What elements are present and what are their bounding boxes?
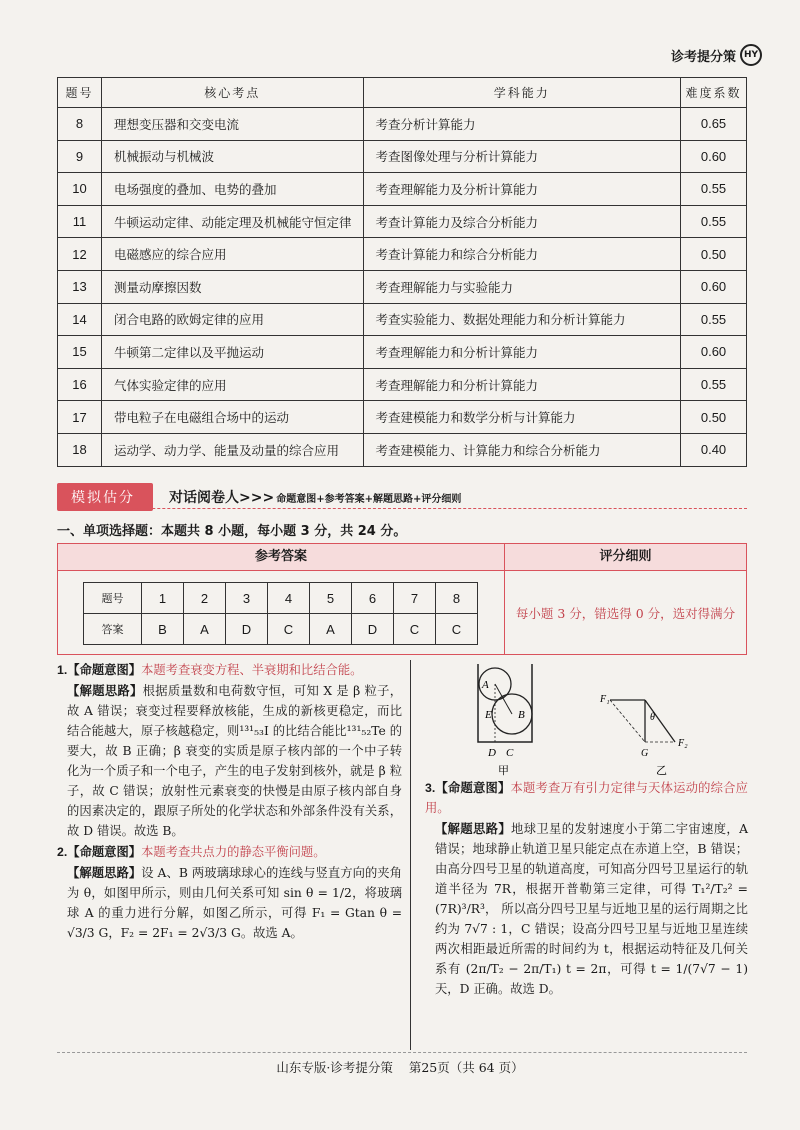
q2-block — [57, 842, 402, 862]
row-subject-ability: 考查建模能力、计算能力和综合分析能力 — [363, 433, 681, 466]
label-jia: 甲 — [498, 764, 509, 777]
row-subject-ability: 考查实验能力、数据处理能力和分析计算能力 — [363, 303, 681, 336]
row-subject-ability: 考查建模能力和数学分析与计算能力 — [363, 401, 681, 434]
q3-solution — [425, 819, 748, 999]
q3-idea-tag: 【解题思路】 — [435, 822, 512, 837]
answer-number-label: 题号 — [84, 583, 142, 614]
q2-number: 2. — [57, 845, 68, 860]
row-difficulty: 0.55 — [681, 205, 747, 238]
q2-idea-1: 设 A、B 两玻璃球球心的连线与竖直方向的夹角为 θ，如图甲所示，则由几何关系可知 sin θ = 1/2，将玻璃球 A 的重力进行分解，如图乙所示，可得 F₁ = Gtan θ = — [67, 866, 402, 921]
row-question-number: 13 — [58, 270, 102, 303]
q3-block — [425, 778, 748, 818]
answer-key-title: 参考答案 — [58, 544, 504, 571]
row-question-number: 8 — [58, 108, 102, 141]
label-yi: 乙 — [656, 764, 667, 777]
table-row — [58, 303, 747, 336]
answer-number-cell: 6 — [352, 583, 394, 614]
row-difficulty: 0.60 — [681, 270, 747, 303]
answer-number-cell: 4 — [268, 583, 310, 614]
row-subject-ability: 考查计算能力及综合分析能力 — [363, 205, 681, 238]
scoring-rule-panel — [505, 544, 746, 654]
q2-intent: 本题考查共点力的静态平衡问题。 — [141, 845, 326, 860]
row-difficulty: 0.40 — [681, 433, 747, 466]
q1-intent: 本题考查衰变方程、半衰期和比结合能。 — [141, 663, 363, 677]
table-row — [58, 238, 747, 271]
banner-subtitle: 命题意图+参考答案+解题思路+评分细则 — [276, 493, 462, 505]
table-row — [58, 401, 747, 434]
table-header-row — [58, 78, 747, 108]
answer-box — [57, 543, 747, 655]
footer-divider — [57, 1052, 747, 1053]
answer-key-panel — [58, 544, 505, 654]
row-core-topic: 气体实验定律的应用 — [101, 368, 363, 401]
row-core-topic: 牛顿第二定律以及平抛运动 — [101, 336, 363, 369]
row-difficulty: 0.65 — [681, 108, 747, 141]
table-row — [58, 140, 747, 173]
table-row — [58, 270, 747, 303]
row-core-topic: 理想变压器和交变电流 — [101, 108, 363, 141]
row-question-number: 15 — [58, 336, 102, 369]
right-column — [425, 778, 748, 1000]
label-e: E — [485, 709, 492, 721]
table-row — [58, 368, 747, 401]
table-row — [58, 205, 747, 238]
q1-solution — [57, 681, 402, 841]
answer-letter-label: 答案 — [84, 614, 142, 645]
figures — [460, 662, 750, 777]
row-core-topic: 闭合电路的欧姆定律的应用 — [101, 303, 363, 336]
difficulty-table — [57, 77, 747, 467]
section-heading: 一、单项选择题：本题共 8 小题，每小题 3 分，共 24 分。 — [57, 524, 407, 539]
row-subject-ability: 考查理解能力与实验能力 — [363, 270, 681, 303]
q3-idea-1: 地球卫星的发射速度小于第二宇宙速度，A 错误；地球静止轨道卫星只能定点在赤道上空，B 错误；由高分四号卫星的轨道高度，可知高分四号卫星运行的轨道半径为 7R，根据开普勒第三定律，可得 T₁²/T₂² = (7R)³/R³， — [435, 822, 748, 917]
row-subject-ability: 考查计算能力和综合分析能力 — [363, 238, 681, 271]
answer-number-cell: 1 — [142, 583, 184, 614]
row-core-topic: 电场强度的叠加、电势的叠加 — [101, 173, 363, 206]
row-subject-ability: 考查图像处理与分析计算能力 — [363, 140, 681, 173]
row-question-number: 12 — [58, 238, 102, 271]
center-line — [495, 684, 512, 714]
q1-idea-tag: 【解题思路】 — [67, 684, 143, 699]
brand-name: 诊考提分策 — [670, 49, 736, 65]
left-column — [57, 660, 402, 944]
answer-letter-cell: B — [142, 614, 184, 645]
answer-number-cell: 5 — [310, 583, 352, 614]
label-b: B — [518, 709, 525, 721]
table-row — [58, 433, 747, 466]
dashed-guide-1 — [610, 700, 645, 742]
row-subject-ability: 考查分析计算能力 — [363, 108, 681, 141]
row-question-number: 10 — [58, 173, 102, 206]
banner-divider — [57, 508, 747, 509]
row-subject-ability: 考查理解能力和分析计算能力 — [363, 336, 681, 369]
q1-number: 1. — [57, 663, 68, 677]
row-difficulty: 0.60 — [681, 336, 747, 369]
footer-edition: 山东专版·诊考提分策 — [276, 1060, 393, 1075]
label-c: C — [506, 747, 514, 759]
row-subject-ability: 考查理解能力和分析计算能力 — [363, 368, 681, 401]
answer-key-table — [83, 582, 478, 645]
scoring-rule-text: 每小题 3 分，错选得 0 分，选对得满分 — [515, 606, 736, 621]
page-footer — [0, 1058, 800, 1076]
header-subject-ability: 学科能力 — [363, 78, 681, 108]
answer-letter-cell: C — [394, 614, 436, 645]
row-core-topic: 电磁感应的综合应用 — [101, 238, 363, 271]
figure-jia — [478, 664, 532, 777]
row-subject-ability: 考查理解能力及分析计算能力 — [363, 173, 681, 206]
answer-letter-cell: A — [310, 614, 352, 645]
q3-intent: 本题考查万有引力定律与天体运动的综合应用。 — [425, 781, 748, 816]
answer-number-row — [84, 583, 478, 614]
table-row — [58, 336, 747, 369]
banner-title: 对话阅卷人>>> — [169, 490, 275, 506]
header-difficulty: 难度系数 — [681, 78, 747, 108]
q1-intent-tag: 【命题意图】 — [67, 663, 142, 677]
scoring-rule-title: 评分细则 — [505, 544, 746, 571]
answer-letter-cell: D — [226, 614, 268, 645]
q3-idea-2: 所以高分四号卫星与近地卫星的运行周期之比约为 7√7 : 1，C 错误；设高分四号卫星与近地卫星连续两次相距最近所需的时间约为 t，根据运动特征及几何关系有 (2π/T₂ − 2π/T₁) t = 2π，可得 t = 1/(7√7 − 1) 天，D 正确。故选 D。 — [435, 902, 748, 997]
label-d: D — [488, 747, 496, 759]
row-core-topic: 带电粒子在电磁组合场中的运动 — [101, 401, 363, 434]
answer-number-cell: 8 — [436, 583, 478, 614]
q2-idea-tag: 【解题思路】 — [67, 866, 142, 881]
row-core-topic: 测量动摩擦因数 — [101, 270, 363, 303]
q2-idea-2: √3/3 G，F₂ = 2F₁ = 2√3/3 G。故选 A。 — [67, 926, 303, 941]
q1-idea: 根据质量数和电荷数守恒，可知 X 是 β 粒子，故 A 错误；衰变过程要释放核能，生成的新核更稳定，而比结合能越大，原子核越稳定，则¹³¹₅₃I 的比结合能比¹³¹₅₂Te 的要大，故 B 正确；β 衰变的实质是原子核内部的一个中子转化为一个质子和一个电子，产生的电子发射到核外，就是 β 粒子，故 C 错误；放射性元素衰变的快慢是由原子核内部自身的因素决定的，跟原子所处的化学状态和外部条件没有关系，故 D 错误。故选 B。 — [67, 684, 402, 839]
label-theta: θ — [650, 712, 655, 723]
answer-number-cell: 2 — [184, 583, 226, 614]
row-difficulty: 0.55 — [681, 173, 747, 206]
answer-letter-cell: D — [352, 614, 394, 645]
row-core-topic: 机械振动与机械波 — [101, 140, 363, 173]
answer-letter-cell: C — [268, 614, 310, 645]
row-question-number: 16 — [58, 368, 102, 401]
q2-intent-tag: 【命题意图】 — [67, 845, 142, 860]
brand-logo-icon: HY — [740, 44, 762, 66]
answer-letter-row — [84, 614, 478, 645]
label-g: G — [641, 748, 649, 759]
row-question-number: 18 — [58, 433, 102, 466]
header-question-number: 题号 — [58, 78, 102, 108]
table-row — [58, 173, 747, 206]
row-difficulty: 0.60 — [681, 140, 747, 173]
answer-number-cell: 7 — [394, 583, 436, 614]
brand-header — [671, 44, 762, 66]
row-question-number: 11 — [58, 205, 102, 238]
column-divider — [410, 660, 411, 1050]
row-difficulty: 0.50 — [681, 238, 747, 271]
section-banner — [57, 483, 461, 511]
footer-page-number: 第25页（共 64 页） — [408, 1060, 524, 1075]
row-question-number: 17 — [58, 401, 102, 434]
row-difficulty: 0.55 — [681, 303, 747, 336]
label-f2: F₂ — [678, 738, 688, 749]
row-question-number: 14 — [58, 303, 102, 336]
row-question-number: 9 — [58, 140, 102, 173]
q3-number: 3. — [425, 781, 436, 795]
row-core-topic: 运动学、动力学、能量及动量的综合应用 — [101, 433, 363, 466]
label-f1: F₁ — [600, 694, 610, 705]
q1-block — [57, 660, 402, 680]
header-core-topic: 核心考点 — [101, 78, 363, 108]
answer-number-cell: 3 — [226, 583, 268, 614]
banner-tag: 模拟估分 — [57, 483, 153, 511]
answer-letter-cell: C — [436, 614, 478, 645]
label-a: A — [482, 679, 489, 691]
table-row — [58, 108, 747, 141]
answer-letter-cell: A — [184, 614, 226, 645]
q2-solution — [57, 863, 402, 943]
row-difficulty: 0.55 — [681, 368, 747, 401]
row-difficulty: 0.50 — [681, 401, 747, 434]
figure-yi — [599, 694, 688, 777]
row-core-topic: 牛顿运动定律、动能定理及机械能守恒定律 — [101, 205, 363, 238]
q3-intent-tag: 【命题意图】 — [435, 781, 511, 795]
